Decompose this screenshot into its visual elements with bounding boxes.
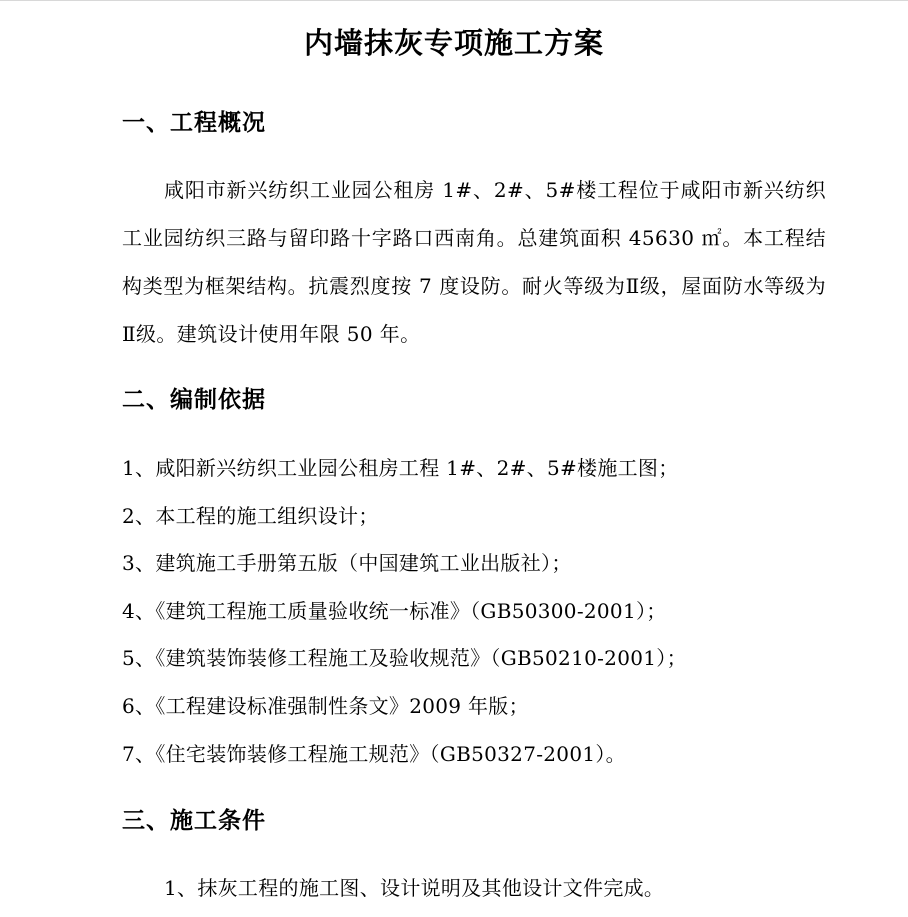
list-item: 1、咸阳新兴纺织工业园公租房工程 1#、2#、5#楼施工图；	[122, 456, 679, 480]
list-item: 5、《建筑装饰装修工程施工及验收规范》（GB50210-2001）；	[122, 646, 687, 670]
overview-paragraph: 咸阳市新兴纺织工业园公租房 1#、2#、5#楼工程位于咸阳市新兴纺织工业园纺织三路与留印路十字路口西南角。总建筑面积 45630 ㎡。本工程结构类型为框架结构。抗震烈度按 7 度设防。耐火等级为Ⅱ级，屋面防水等级为Ⅱ级。建筑设计使用年限 50 年。	[122, 178, 826, 346]
list-item: 6、《工程建设标准强制性条文》2009 年版；	[122, 694, 529, 718]
section-heading-overview: 一、工程概况	[122, 109, 266, 136]
list-item: 1、抹灰工程的施工图、设计说明及其他设计文件完成。	[164, 876, 665, 900]
section-heading-basis: 二、编制依据	[122, 386, 266, 413]
list-item: 3、建筑施工手册第五版（中国建筑工业出版社）；	[122, 551, 572, 575]
section-heading-conditions: 三、施工条件	[122, 807, 266, 834]
list-item: 2、本工程的施工组织设计；	[122, 504, 379, 528]
list-item: 7、《住宅装饰装修工程施工规范》（GB50327-2001）。	[122, 742, 626, 766]
list-item: 4、《建筑工程施工质量验收统一标准》（GB50300-2001）；	[122, 599, 667, 623]
document-title: 内墙抹灰专项施工方案	[303, 26, 604, 60]
